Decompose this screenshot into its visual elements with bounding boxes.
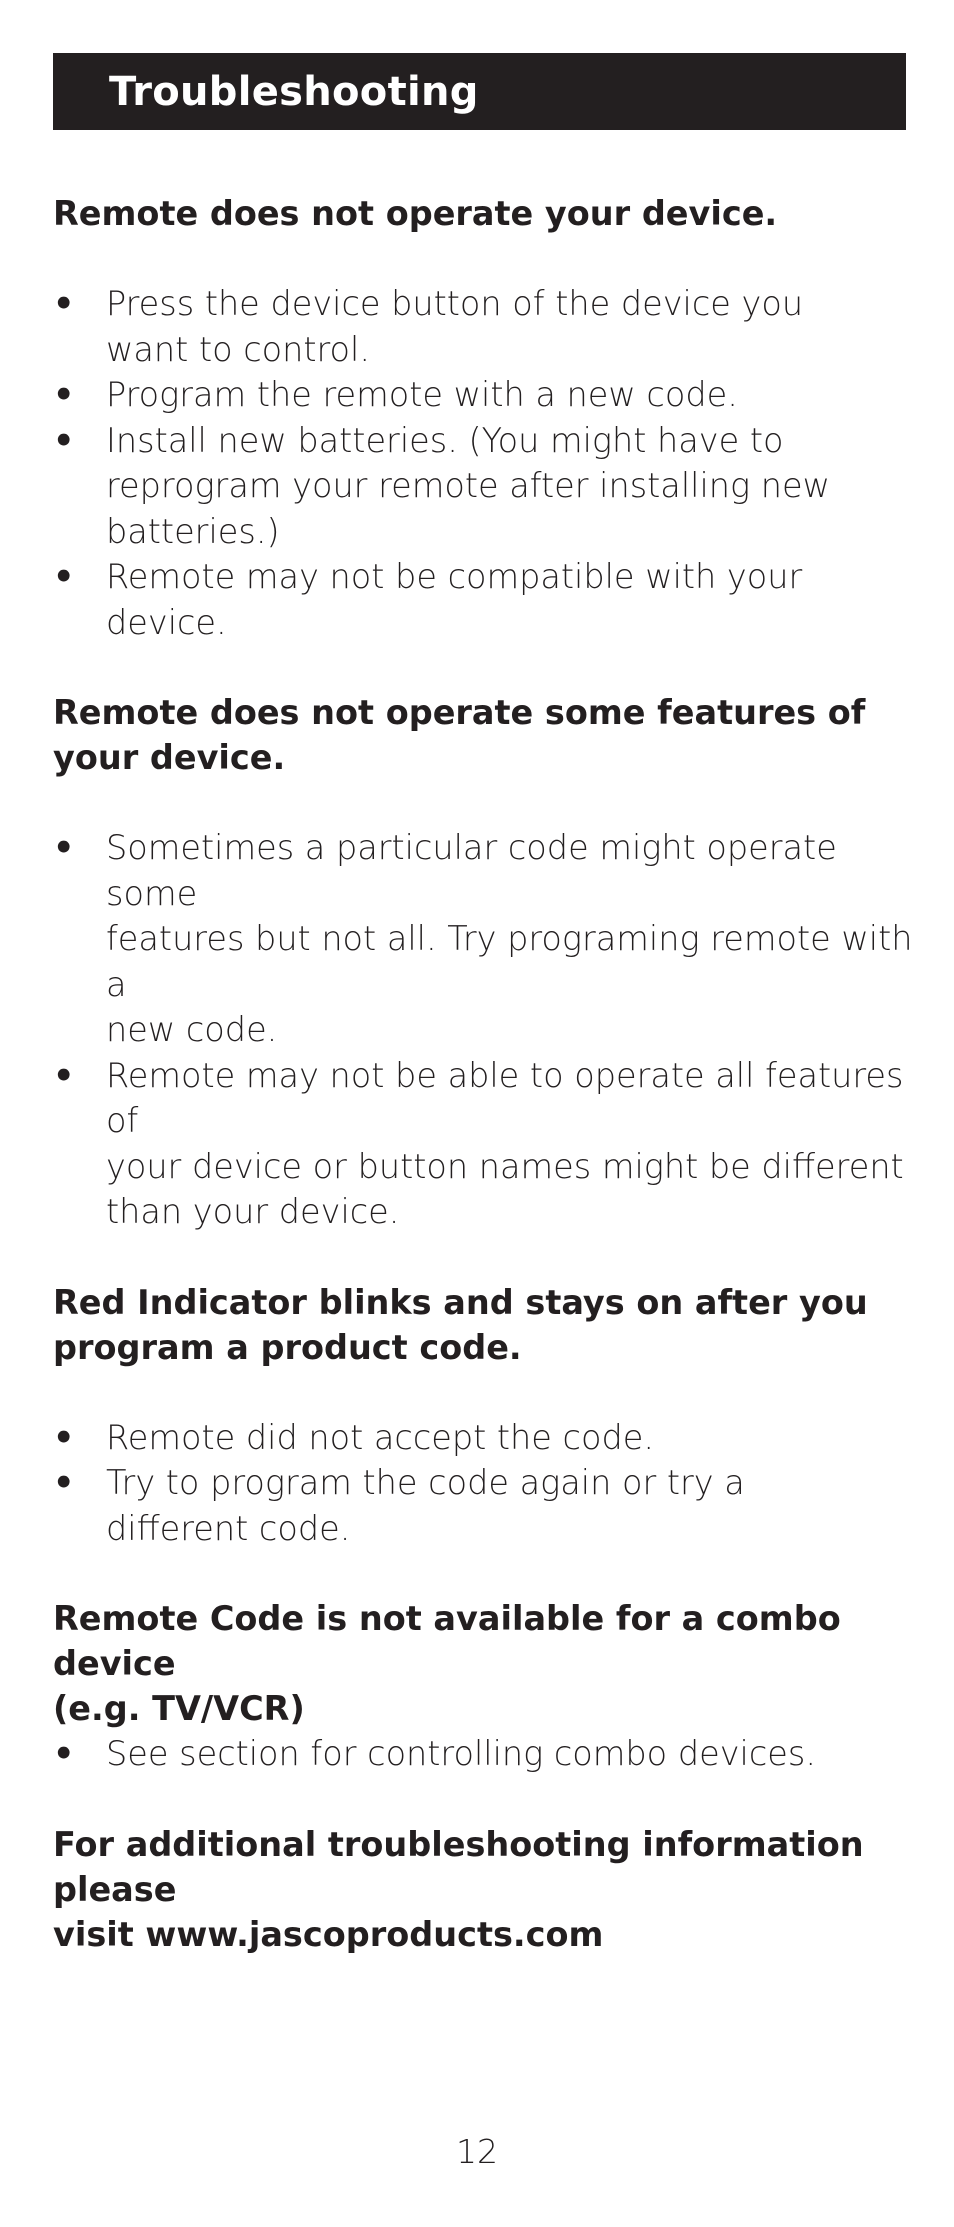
section-header-bar (53, 53, 906, 130)
list-item-text: Remote may not be compatible with your device. (106, 557, 803, 642)
list-item-text: Sometimes a particular code might operate some features but not all. Try programing remote with a new code. (106, 828, 913, 1049)
page-number: 12 (456, 2132, 498, 2171)
troubleshooting-content (53, 191, 913, 1957)
list-item-text: See section for controlling combo devices. (106, 1734, 816, 1773)
bullet-icon: • (53, 420, 75, 460)
list-item (53, 1053, 913, 1235)
list-item (53, 1460, 913, 1551)
problem-heading-4: Remote Code is not available for a combo device (e.g. TV/VCR) (53, 1599, 841, 1728)
list-item (53, 1731, 913, 1777)
list-item-text: Try to program the code again or try a different code. (106, 1463, 745, 1548)
list-item-text: Remote may not be able to operate all features of your device or button names might be different than your device. (106, 1055, 904, 1231)
bullet-icon: • (53, 557, 75, 596)
bullet-icon: • (53, 284, 75, 323)
bullet-icon: • (53, 828, 75, 867)
problem-heading-3: Red Indicator blinks and stays on after you program a product code. (53, 1282, 868, 1367)
bullet-icon: • (53, 1463, 75, 1502)
list-item (53, 554, 913, 645)
solution-list-4 (53, 1731, 913, 1777)
bullet-icon: • (53, 1417, 75, 1457)
bullet-icon: • (53, 1055, 75, 1095)
list-item-text: Program the remote with a new code. (106, 375, 738, 414)
solution-list-1 (53, 281, 913, 645)
additional-info-note: For additional troubleshooting information please visit www.jascoproducts.com (53, 1824, 864, 1954)
solution-list-3 (53, 1415, 913, 1552)
list-item (53, 1415, 913, 1461)
list-item-text: Install new batteries. (You might have to reprogram your remote after installing new batteries.) (106, 420, 830, 551)
solution-list-2 (53, 825, 913, 1235)
list-item (53, 418, 913, 555)
list-item (53, 372, 913, 418)
list-item-text: Remote did not accept the code. (106, 1417, 654, 1457)
bullet-icon: • (53, 1734, 75, 1773)
section-title: Troubleshooting (109, 68, 479, 115)
problem-heading-1: Remote does not operate your device. (53, 194, 778, 233)
list-item (53, 825, 913, 1053)
list-item-text: Press the device button of the device you want to control. (106, 284, 804, 369)
problem-heading-2: Remote does not operate some features of your device. (53, 693, 866, 777)
bullet-icon: • (53, 375, 75, 414)
list-item (53, 281, 913, 372)
